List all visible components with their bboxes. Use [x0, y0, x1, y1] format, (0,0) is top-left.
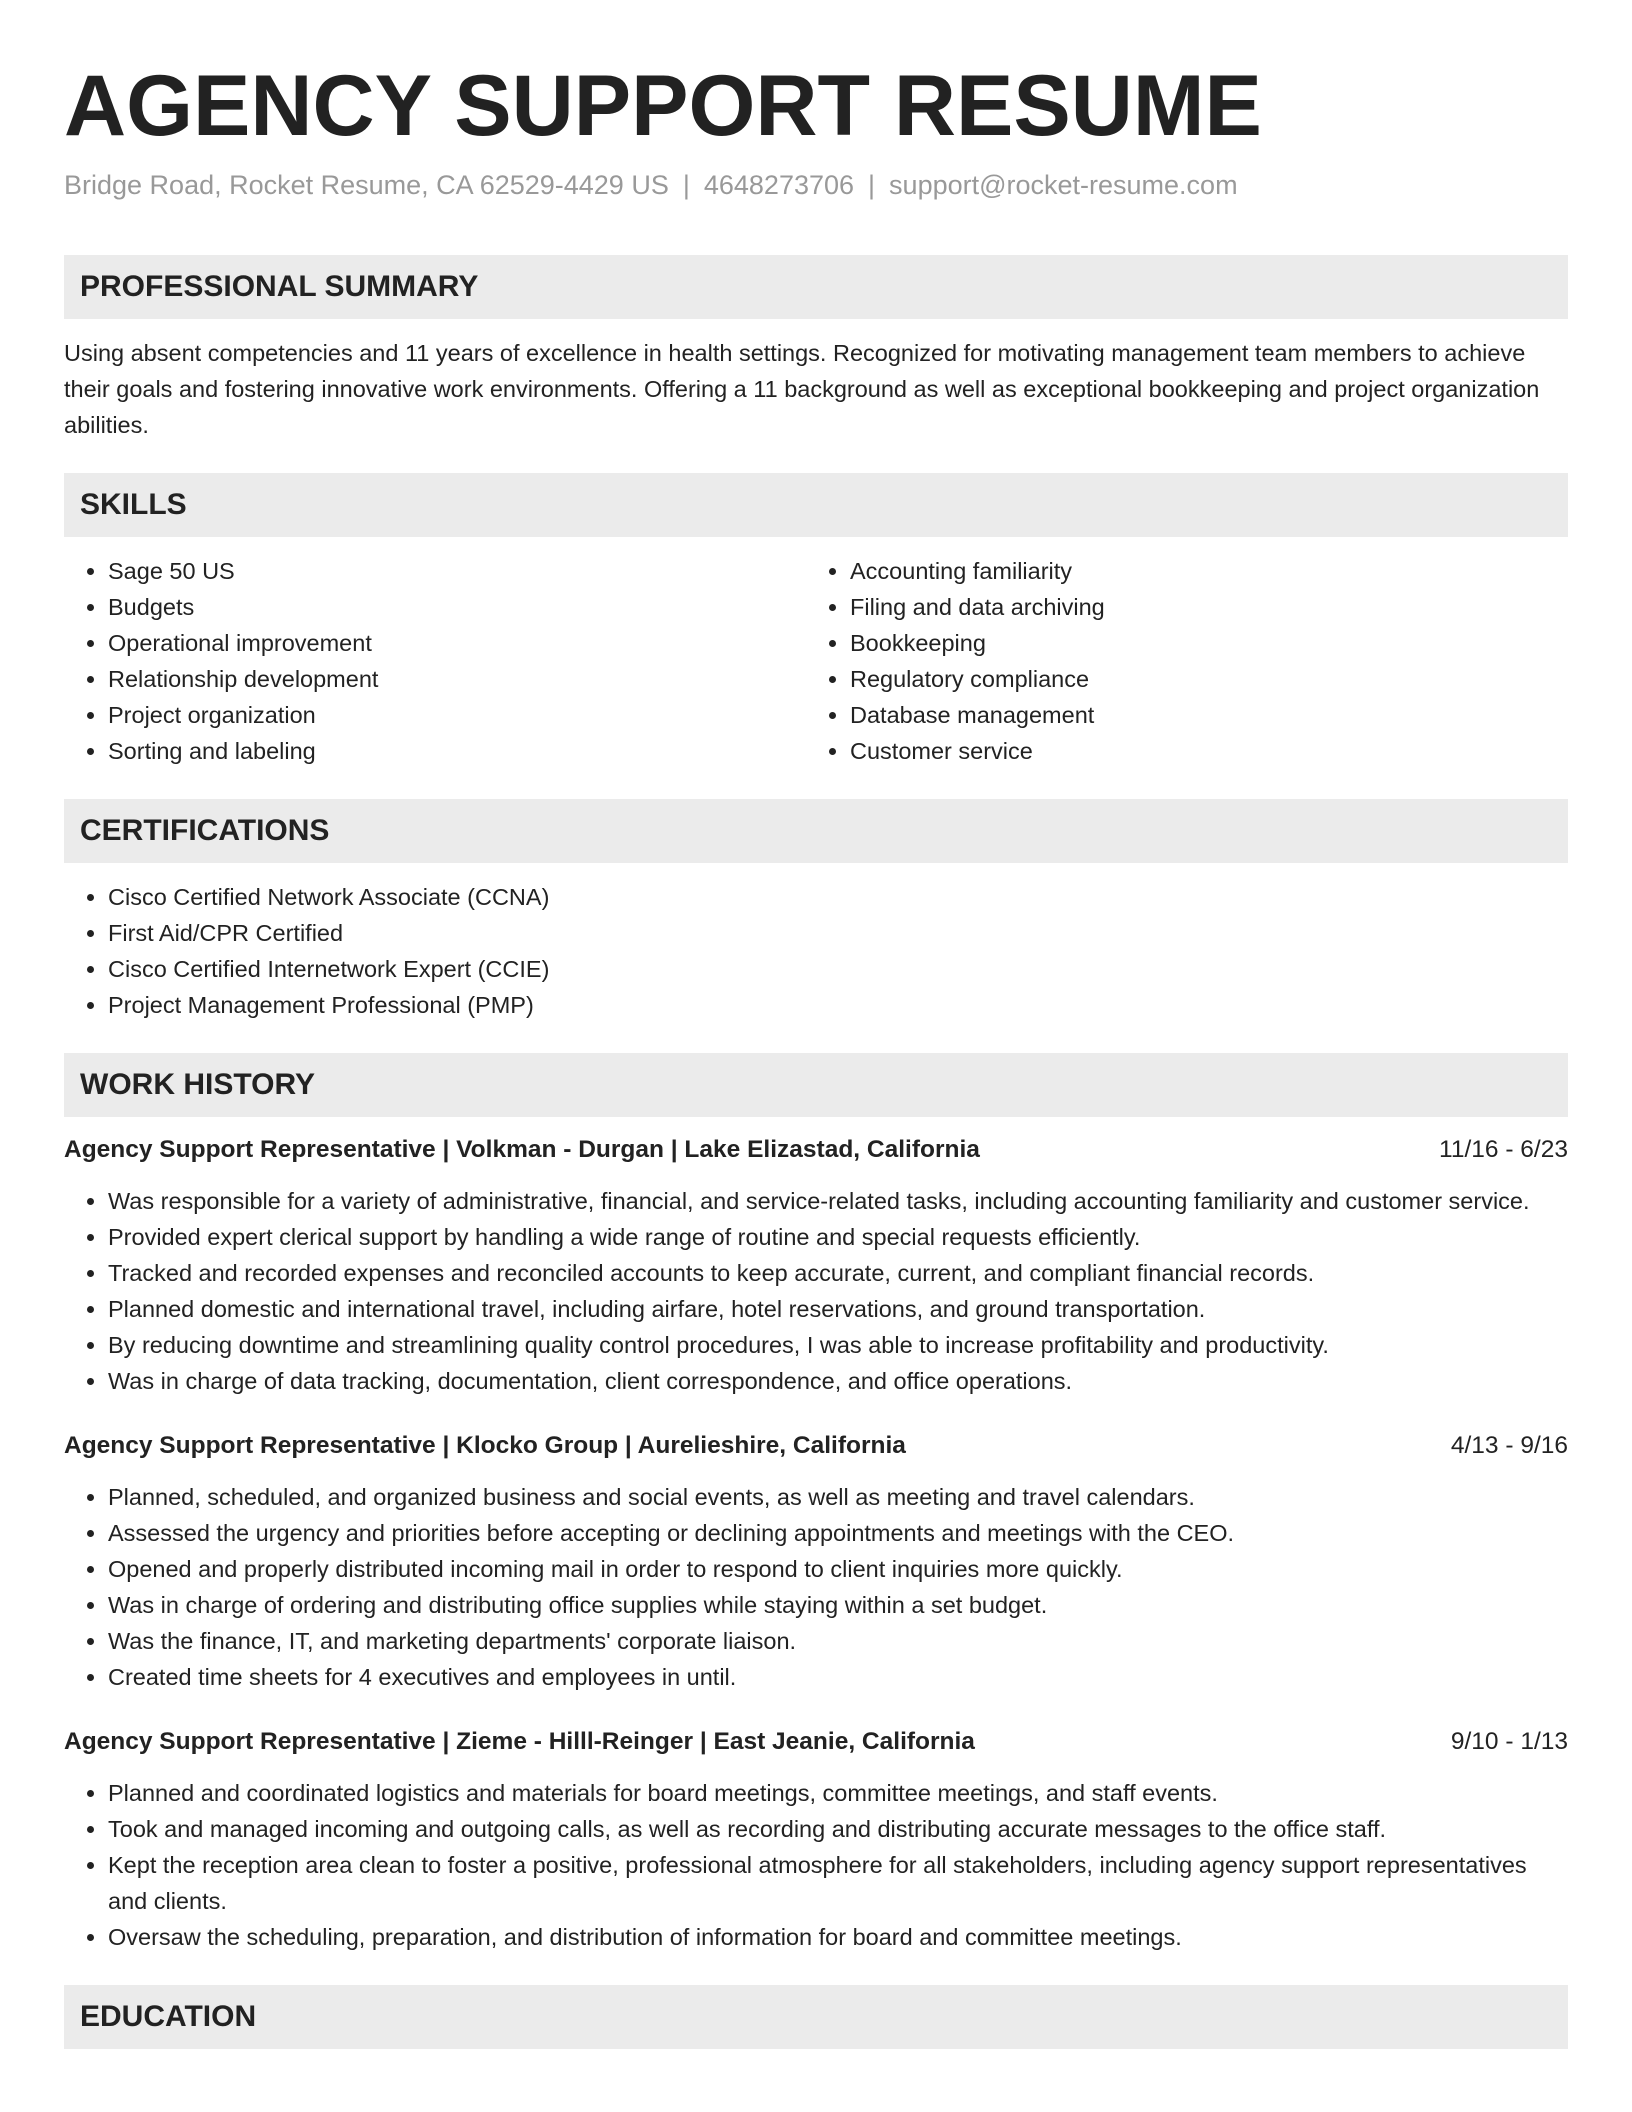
job-bullet: • Was in charge of data tracking, documentation, client correspondence, and office operations.: [108, 1363, 1568, 1399]
contact-separator: |: [682, 170, 690, 200]
skill-item: • Operational improvement: [108, 625, 806, 661]
job-bullet: • Assessed the urgency and priorities before accepting or declining appointments and meetings with the CEO.: [108, 1515, 1568, 1551]
contact-line: [64, 168, 1568, 202]
skill-item: • Budgets: [108, 589, 806, 625]
section-heading-skills: SKILLS: [64, 473, 1568, 537]
section-heading-work-history: WORK HISTORY: [64, 1053, 1568, 1117]
job-header: [64, 1133, 1568, 1167]
job-title: Agency Support Representative | Klocko Group | Aurelieshire, California: [64, 1432, 906, 1459]
job-bullet: • Kept the reception area clean to foster a positive, professional atmosphere for all stakeholders, including agency support representatives and clients.: [108, 1847, 1568, 1919]
job-header: [64, 1725, 1568, 1759]
section-heading-certifications: CERTIFICATIONS: [64, 799, 1568, 863]
contact-phone: 4648273706: [703, 170, 855, 200]
contact-address: Bridge Road, Rocket Resume, CA 62529-4429 US: [64, 170, 669, 200]
skill-item: • Regulatory compliance: [850, 661, 1548, 697]
job-title: Agency Support Representative | Zieme - Hilll-Reinger | East Jeanie, California: [64, 1728, 975, 1755]
job-header: [64, 1429, 1568, 1463]
section-heading-summary: PROFESSIONAL SUMMARY: [64, 255, 1568, 319]
certification-item: • Cisco Certified Internetwork Expert (CCIE): [108, 951, 1568, 987]
certification-item: • Cisco Certified Network Associate (CCNA): [108, 879, 1568, 915]
job-bullet: • Planned, scheduled, and organized business and social events, as well as meeting and travel calendars.: [108, 1479, 1568, 1515]
skill-item: • Database management: [850, 697, 1548, 733]
job-entry: [64, 1429, 1568, 1695]
skill-item: • Sage 50 US: [108, 553, 806, 589]
resume-title: AGENCY SUPPORT RESUME: [64, 58, 1262, 154]
job-bullet: • Was responsible for a variety of administrative, financial, and service-related tasks, including accounting familiarity and customer service.: [108, 1183, 1568, 1219]
job-bullet: • Opened and properly distributed incoming mail in order to respond to client inquiries more quickly.: [108, 1551, 1568, 1587]
certifications-list: [64, 879, 1568, 1023]
job-entry: [64, 1725, 1568, 1955]
skills-column-right: [806, 553, 1548, 769]
job-bullet: • Created time sheets for 4 executives and employees in until.: [108, 1659, 1568, 1695]
job-bullets: [64, 1775, 1568, 1955]
job-dates: 4/13 - 9/16: [1450, 1432, 1568, 1459]
job-bullet: • Planned and coordinated logistics and materials for board meetings, committee meetings, and staff events.: [108, 1775, 1568, 1811]
skills-column-left: [64, 553, 806, 769]
skill-item: • Bookkeeping: [850, 625, 1548, 661]
job-title: Agency Support Representative | Volkman - Durgan | Lake Elizastad, California: [64, 1136, 980, 1163]
job-bullet: • Provided expert clerical support by handling a wide range of routine and special requests efficiently.: [108, 1219, 1568, 1255]
job-bullet: • Was the finance, IT, and marketing departments' corporate liaison.: [108, 1623, 1568, 1659]
job-dates: 11/16 - 6/23: [1439, 1136, 1568, 1163]
skill-item: • Sorting and labeling: [108, 733, 806, 769]
job-entry: [64, 1133, 1568, 1399]
job-bullet: • By reducing downtime and streamlining quality control procedures, I was able to increase profitability and productivity.: [108, 1327, 1568, 1363]
job-bullet: • Oversaw the scheduling, preparation, and distribution of information for board and committee meetings.: [108, 1919, 1568, 1955]
skill-item: • Customer service: [850, 733, 1548, 769]
skill-item: • Filing and data archiving: [850, 589, 1548, 625]
contact-email: support@rocket-resume.com: [889, 170, 1238, 200]
job-bullet: • Planned domestic and international travel, including airfare, hotel reservations, and ground transportation.: [108, 1291, 1568, 1327]
skill-item: • Relationship development: [108, 661, 806, 697]
job-bullets: [64, 1183, 1568, 1399]
job-bullet: • Took and managed incoming and outgoing calls, as well as recording and distributing accurate messages to the office staff.: [108, 1811, 1568, 1847]
section-heading-education: EDUCATION: [64, 1985, 1568, 2049]
resume-page: [64, 0, 1568, 2049]
certification-item: • First Aid/CPR Certified: [108, 915, 1568, 951]
summary-text: Using absent competencies and 11 years of excellence in health settings. Recognized for motivating management team members to achieve their goals and fostering innovative work environments. Offering a 11 background as well as exceptional bookkeeping and project organization abilities.: [64, 340, 1540, 438]
skills-list: [64, 553, 1568, 769]
skill-item: • Project organization: [108, 697, 806, 733]
job-dates: 9/10 - 1/13: [1450, 1728, 1568, 1755]
skill-item: • Accounting familiarity: [850, 553, 1548, 589]
job-bullet: • Was in charge of ordering and distributing office supplies while staying within a set budget.: [108, 1587, 1568, 1623]
contact-separator: |: [868, 170, 876, 200]
certification-item: • Project Management Professional (PMP): [108, 987, 1568, 1023]
job-bullet: • Tracked and recorded expenses and reconciled accounts to keep accurate, current, and compliant financial records.: [108, 1255, 1568, 1291]
job-bullets: [64, 1479, 1568, 1695]
